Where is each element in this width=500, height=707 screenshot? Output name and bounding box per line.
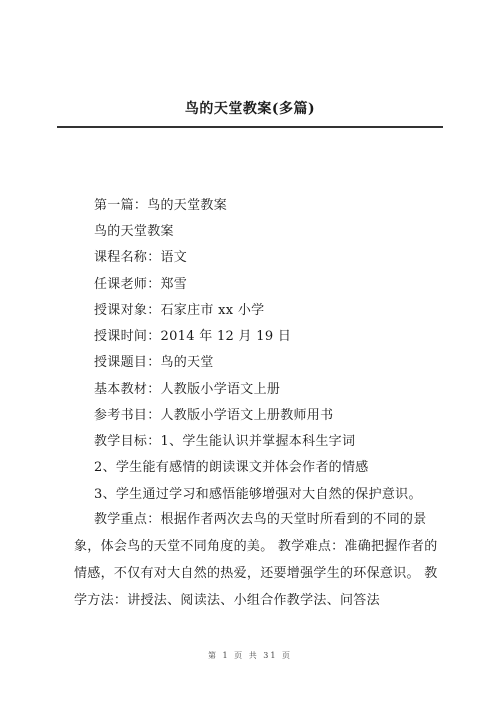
line-goal-3: 3、学生通过学习和感悟能够增强对大自然的保护意识。 [94,487,422,502]
line-audience: 授课对象：石家庄市 xx 小学 [94,303,265,318]
page-footer: 第 1 页 共 31 页 [208,651,292,660]
line-reference: 参考书目：人教版小学语文上册教师用书 [94,408,334,423]
line-goal-2: 2、学生能有感情的朗读课文并体会作者的情感 [94,460,369,475]
line-teacher: 任课老师：郑雪 [94,277,188,292]
line-goal-1: 教学目标：1、学生能认识并掌握本科生字词 [94,434,356,449]
line-topic: 授课题目：鸟的天堂 [94,355,214,370]
line-textbook: 基本教材：人教版小学语文上册 [94,382,281,397]
line-section-heading: 第一篇：鸟的天堂教案 [94,198,228,213]
line-lesson-title: 鸟的天堂教案 [94,224,174,239]
document-title: 鸟的天堂教案(多篇) [184,101,316,117]
line-course-name: 课程名称：语文 [94,250,188,265]
body-paragraph: 教学重点：根据作者两次去鸟的天堂时所看到的不同的景象，体会鸟的天堂不同角度的美。 教学难点：准确把握作者的情感，不仅有对大自然的热爱，还要增强学生的环保意识。 教学方法：讲授法、阅读法、小组合作教学法、问答法 [74,512,438,608]
title-divider [57,126,443,128]
line-time: 授课时间：2014 年 12 月 19 日 [94,329,292,344]
